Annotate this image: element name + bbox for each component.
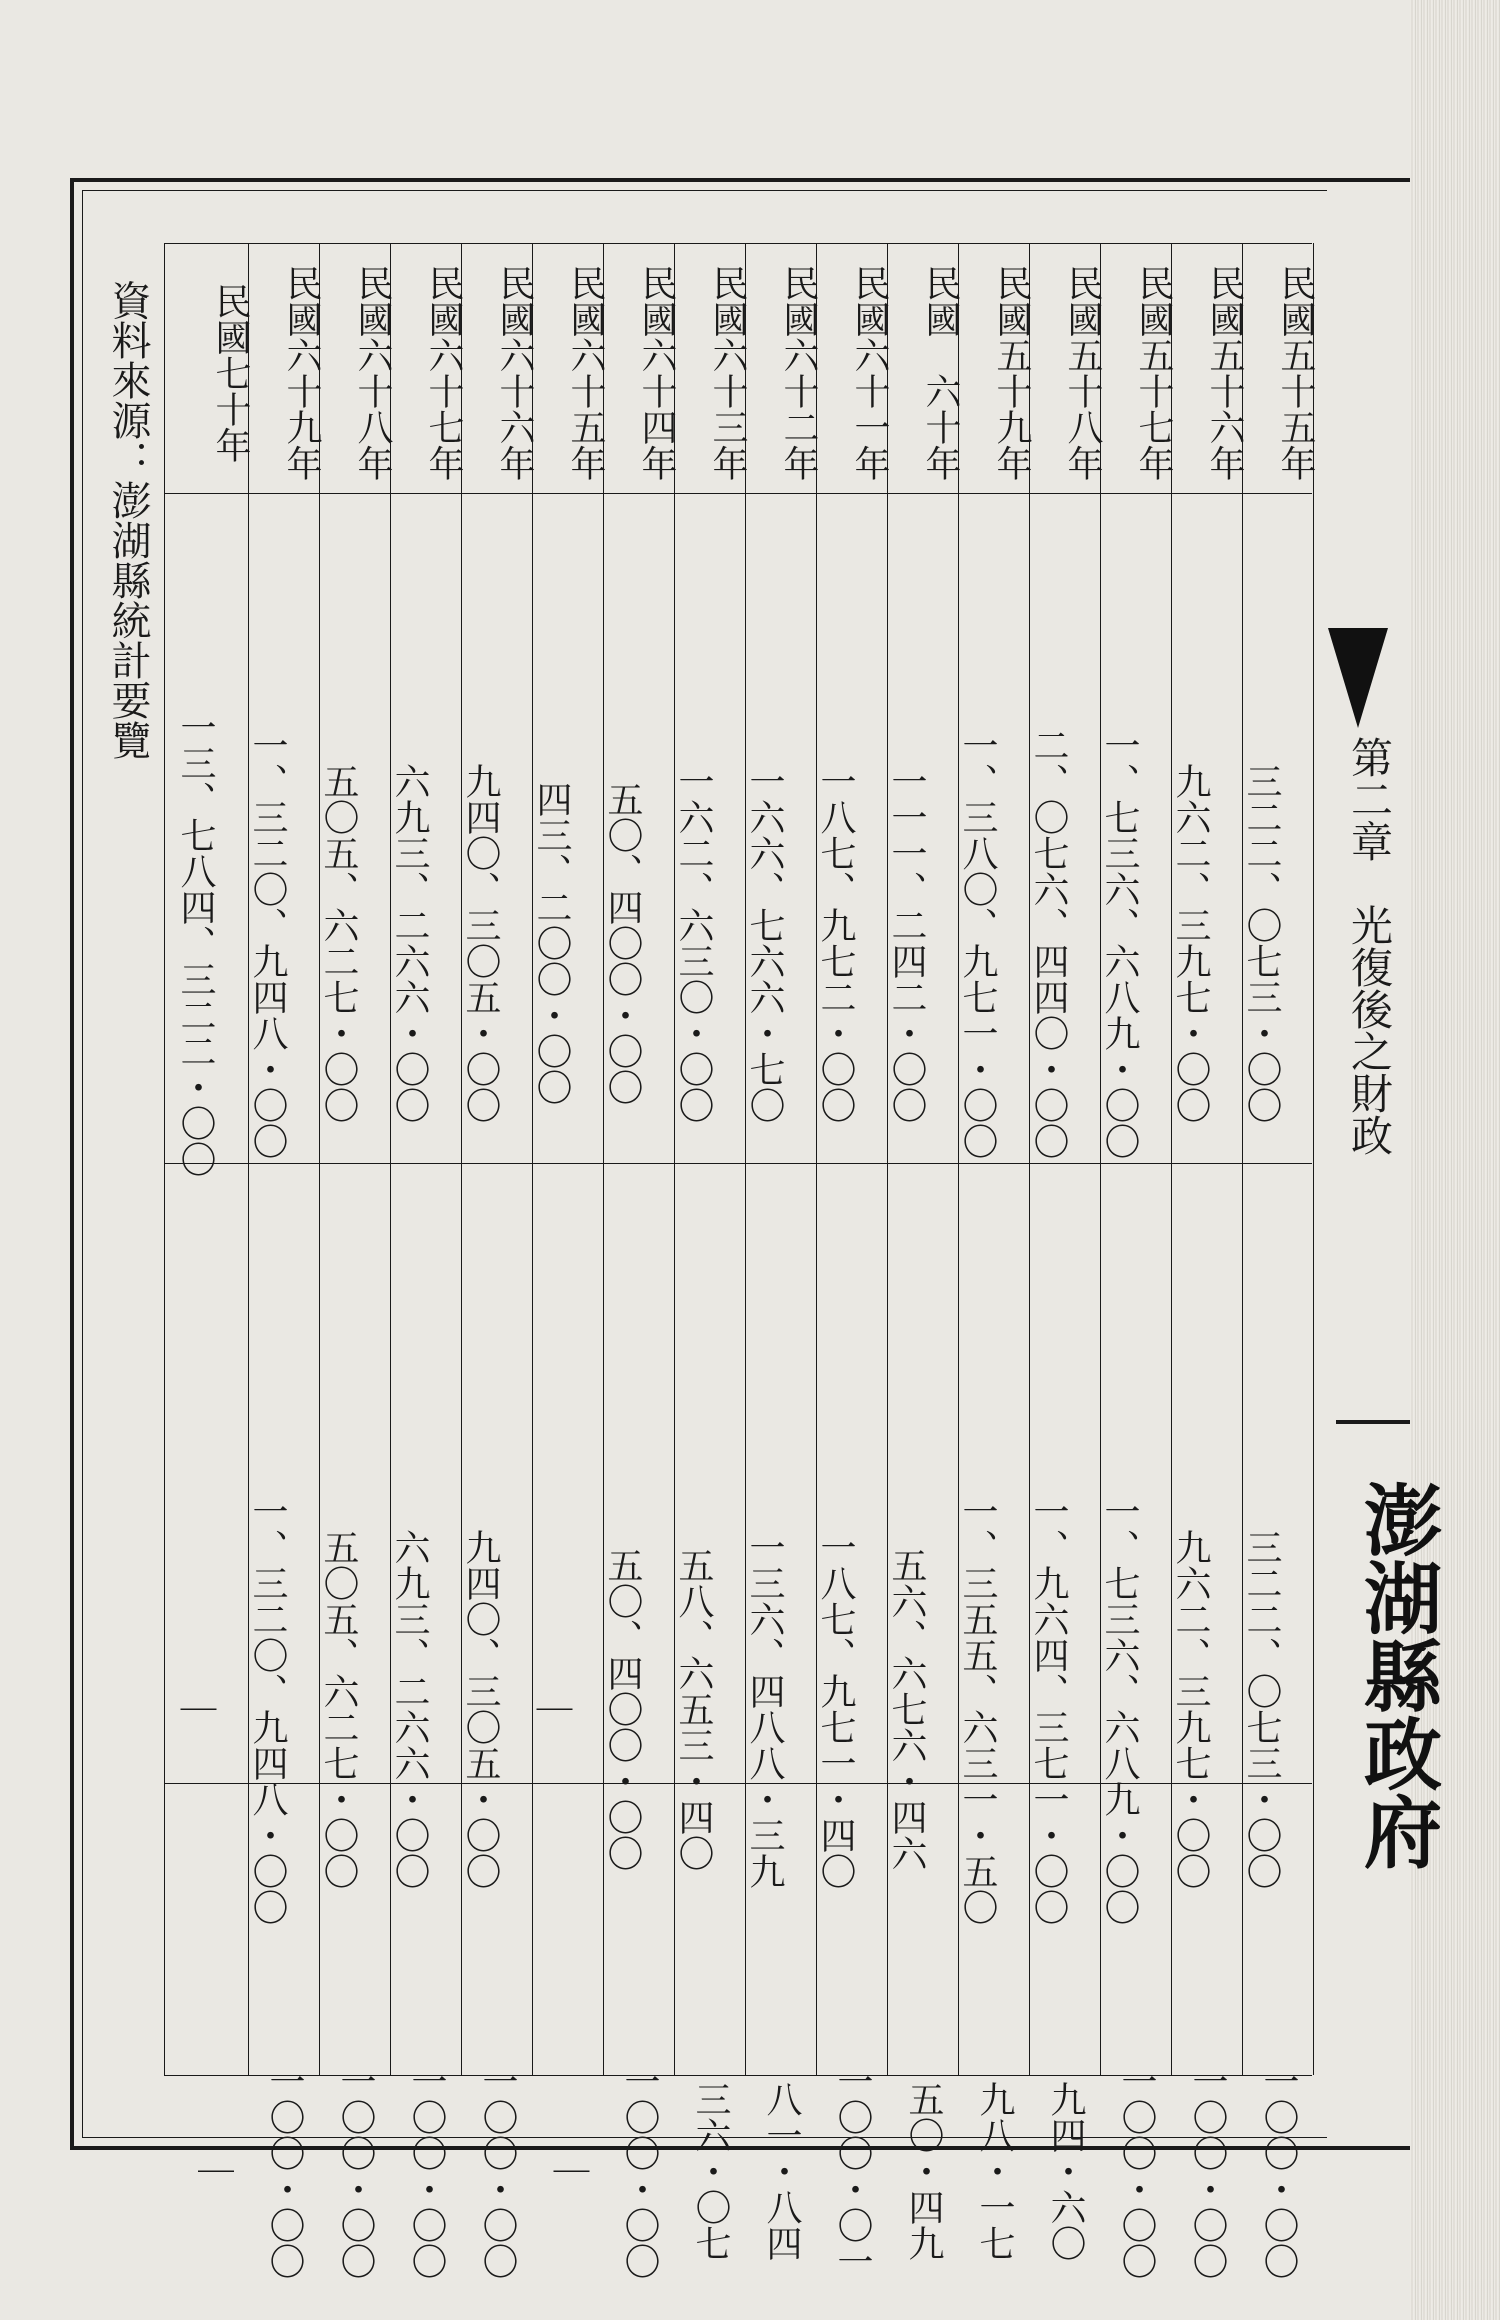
table-row bbox=[744, 243, 819, 2261]
budget-cell: 五〇五、六二七・〇〇 bbox=[318, 763, 359, 1123]
percent-cell: 一〇〇・〇〇 bbox=[1258, 2063, 1299, 2279]
budget-cell: 九六二、三九七・〇〇 bbox=[1170, 763, 1211, 1123]
table-row bbox=[886, 243, 961, 2261]
budget-cell: 五〇、四〇〇・〇〇 bbox=[602, 781, 643, 1105]
table-row bbox=[460, 243, 535, 2279]
year-cell: 民國六十九年 bbox=[281, 265, 322, 481]
actual-cell: 五〇、四〇〇・〇〇 bbox=[602, 1547, 643, 1871]
budget-cell: 一八七、九七二・〇〇 bbox=[815, 763, 856, 1123]
percent-cell: 一〇〇・〇〇 bbox=[406, 2063, 447, 2279]
side-title: 澎湖縣政府 bbox=[1351, 1480, 1442, 1870]
actual-cell: 九四〇、三〇五・〇〇 bbox=[460, 1529, 501, 1889]
percent-cell: 五〇・四九 bbox=[903, 2081, 944, 2261]
year-cell: 民國五十六年 bbox=[1204, 265, 1245, 481]
percent-cell: 九八・一七 bbox=[974, 2081, 1015, 2261]
chapter-tab-marker bbox=[1328, 628, 1388, 728]
year-cell: 民國六十二年 bbox=[778, 265, 819, 481]
year-cell: 民國六十六年 bbox=[494, 265, 535, 481]
table-row bbox=[318, 243, 393, 2279]
year-cell: 民國六十三年 bbox=[707, 265, 748, 481]
budget-cell: 九四〇、三〇五・〇〇 bbox=[460, 763, 501, 1123]
budget-cell: 一、三二〇、九四八・〇〇 bbox=[247, 727, 288, 1159]
actual-cell: 一三六、四八八・三九 bbox=[744, 1529, 785, 1889]
page-edge bbox=[1410, 0, 1500, 2320]
year-cell: 民國五十五年 bbox=[1275, 265, 1316, 481]
actual-cell: 一、三二〇、九四八・〇〇 bbox=[247, 1493, 288, 1925]
budget-cell: 一六六、七六六・七〇 bbox=[744, 763, 785, 1123]
budget-cell: 六九三、二六六・〇〇 bbox=[389, 763, 430, 1123]
year-cell: 民國六十八年 bbox=[352, 265, 393, 481]
percent-cell: ｜ bbox=[192, 2153, 234, 2189]
table-row bbox=[602, 243, 677, 2279]
actual-cell: 五六、六七六・四六 bbox=[886, 1547, 927, 1871]
actual-cell: 一、七三六、六八九・〇〇 bbox=[1099, 1493, 1140, 1925]
table-row bbox=[247, 243, 322, 2279]
percent-cell: 一〇〇・〇〇 bbox=[477, 2063, 518, 2279]
table-row bbox=[389, 243, 464, 2279]
percent-cell: 一〇〇・〇〇 bbox=[619, 2063, 660, 2279]
actual-cell: ｜ bbox=[175, 1691, 216, 1727]
percent-cell: 八一・八四 bbox=[761, 2081, 802, 2261]
table-row bbox=[957, 243, 1032, 2261]
percent-cell: 一〇〇・〇一 bbox=[832, 2063, 873, 2279]
budget-cell: 一、三八〇、九七一・〇〇 bbox=[957, 727, 998, 1159]
table-row bbox=[1099, 243, 1174, 2279]
table-row bbox=[1241, 243, 1316, 2279]
percent-cell: 九四・六〇 bbox=[1045, 2081, 1086, 2261]
year-cell: 民國六十七年 bbox=[423, 265, 464, 481]
year-cell: 民國七十年 bbox=[210, 283, 251, 463]
actual-cell: 五八、六五三・四〇 bbox=[673, 1547, 714, 1871]
budget-cell: 一、七三六、六八九・〇〇 bbox=[1099, 727, 1140, 1159]
table-row bbox=[673, 243, 748, 2261]
budget-cell: 一一一、二四二・〇〇 bbox=[886, 763, 927, 1123]
year-cell: 民國五十八年 bbox=[1062, 265, 1103, 481]
budget-cell: 二、〇七六、四四〇・〇〇 bbox=[1028, 727, 1069, 1159]
year-cell: 民國六十五年 bbox=[565, 265, 606, 481]
budget-cell: 三二二、〇七三・〇〇 bbox=[1241, 763, 1282, 1123]
percent-cell: 一〇〇・〇〇 bbox=[264, 2063, 305, 2279]
year-cell: 民國五十七年 bbox=[1133, 265, 1174, 481]
actual-cell: ｜ bbox=[531, 1691, 572, 1727]
actual-cell: 一八七、九七一・四〇 bbox=[815, 1529, 856, 1889]
year-cell: 民國六十四年 bbox=[636, 265, 677, 481]
source-note: 資料來源：澎湖縣統計要覽 bbox=[105, 280, 151, 760]
percent-cell: 三六・〇七 bbox=[690, 2081, 731, 2261]
percent-cell: 一〇〇・〇〇 bbox=[1116, 2063, 1157, 2279]
actual-cell: 一、三五五、六三一・五〇 bbox=[957, 1493, 998, 1925]
percent-cell: ｜ bbox=[548, 2153, 589, 2189]
year-cell: 民國五十九年 bbox=[991, 265, 1032, 481]
year-cell: 民國 六十年 bbox=[920, 265, 961, 481]
running-head: 第二章 光復後之財政 bbox=[1345, 736, 1394, 1156]
revenue-table bbox=[164, 243, 1316, 2279]
table-row bbox=[175, 243, 251, 2189]
actual-cell: 六九三、二六六・〇〇 bbox=[389, 1529, 430, 1889]
budget-cell: 一六二、六三〇・〇〇 bbox=[673, 763, 714, 1123]
year-cell: 民國六十一年 bbox=[849, 265, 890, 481]
table-row bbox=[1170, 243, 1245, 2279]
percent-cell: 一〇〇・〇〇 bbox=[1187, 2063, 1228, 2279]
header-rule bbox=[1336, 1420, 1410, 1424]
budget-cell: 一三、七八四、三二二・〇〇 bbox=[175, 709, 216, 1177]
table-row bbox=[1028, 243, 1103, 2261]
actual-cell: 三二二、〇七三・〇〇 bbox=[1241, 1529, 1282, 1889]
actual-cell: 九六二、三九七・〇〇 bbox=[1170, 1529, 1211, 1889]
table-row bbox=[531, 243, 606, 2189]
percent-cell: 一〇〇・〇〇 bbox=[335, 2063, 376, 2279]
budget-cell: 四三、二〇〇・〇〇 bbox=[531, 781, 572, 1105]
actual-cell: 一、九六四、三七一・〇〇 bbox=[1028, 1493, 1069, 1925]
table-row bbox=[815, 243, 890, 2279]
actual-cell: 五〇五、六二七・〇〇 bbox=[318, 1529, 359, 1889]
